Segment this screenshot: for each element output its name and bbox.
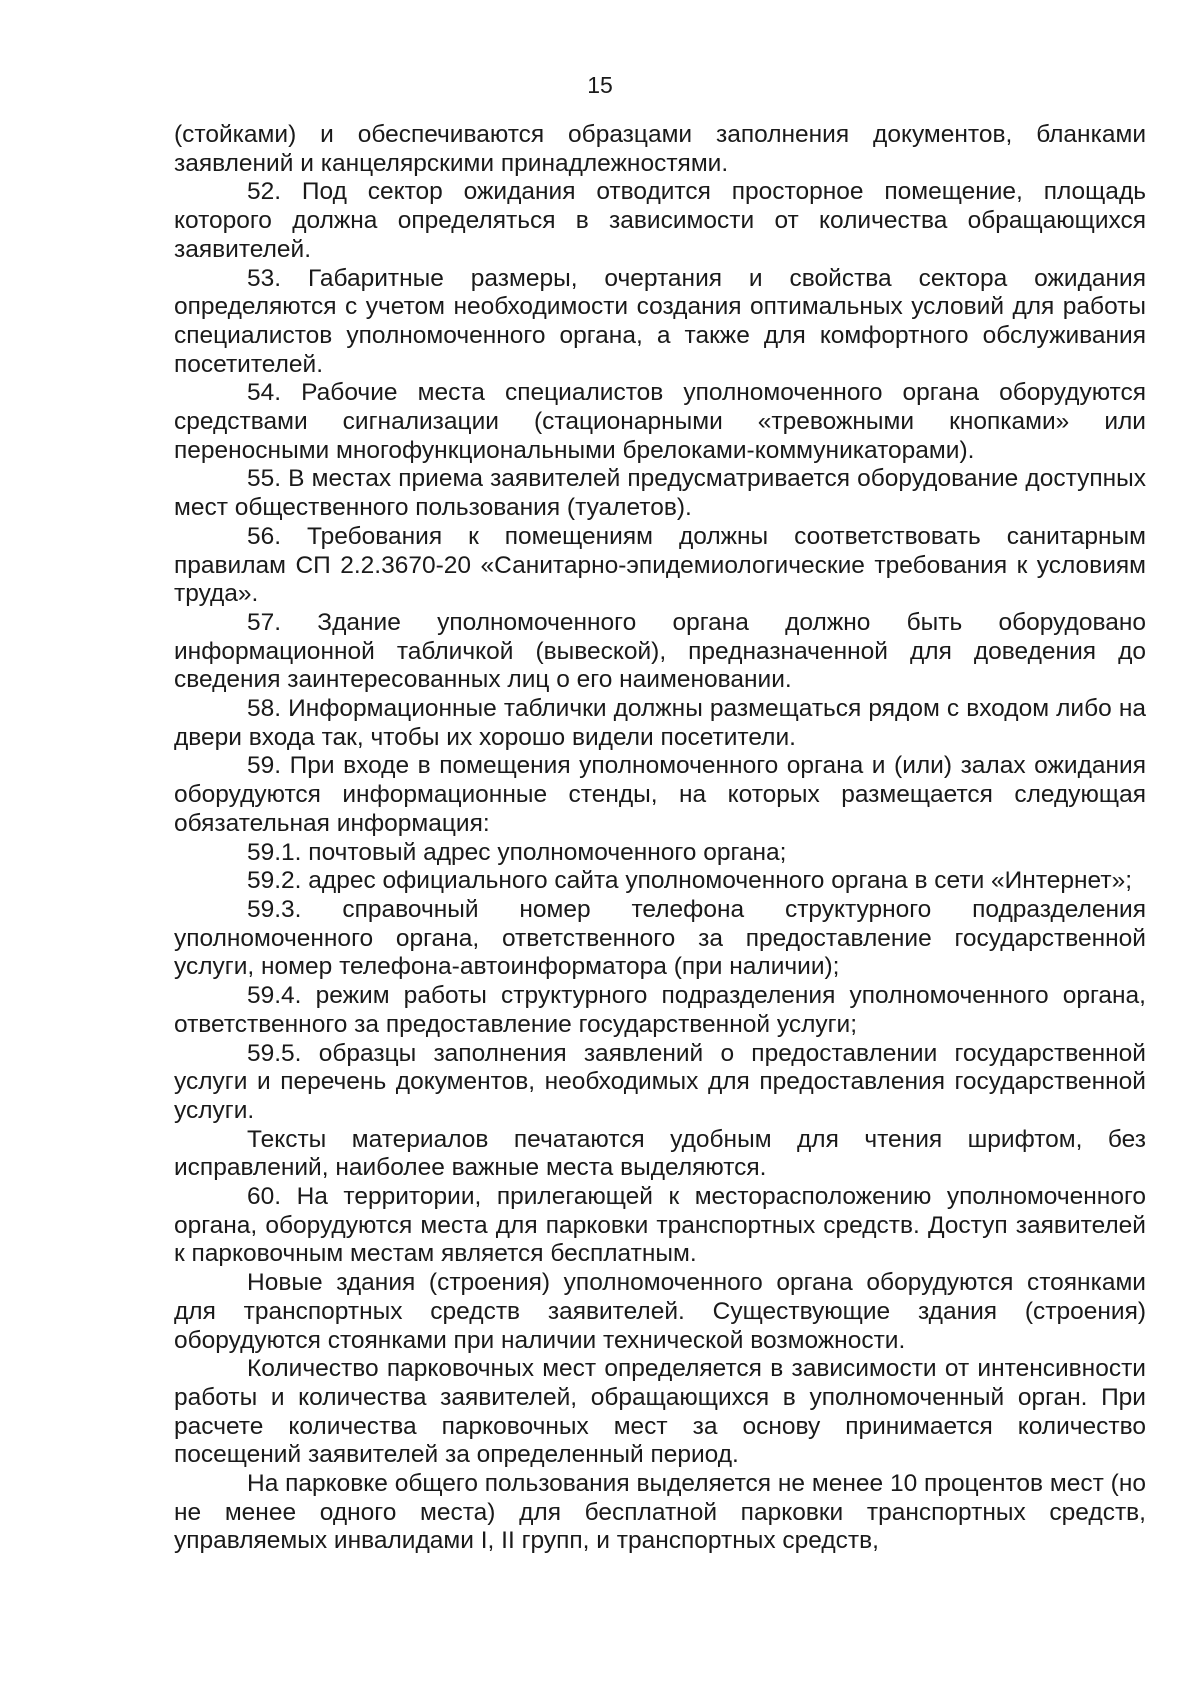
paragraph-new-buildings: Новые здания (строения) уполномоченного органа оборудуются стоянками для транспортных средств заявителей. Существующие здания (строения) оборудуются стоянками при наличии технической возможности. (174, 1269, 1146, 1354)
paragraph-59-1: 59.1. почтовый адрес уполномоченного органа; (247, 838, 787, 866)
paragraph-public-parking: На парковке общего пользования выделяется не менее 10 процентов мест (но не менее одного места) для бесплатной парковки транспортных средств, управляемых инвалидами I, II групп, и транспортных средств, (174, 1470, 1146, 1555)
paragraph-texts-materials: Тексты материалов печатаются удобным для чтения шрифтом, без исправлений, наиболее важные места выделяются. (174, 1125, 1146, 1182)
paragraph-parking-count: Количество парковочных мест определяется в зависимости от интенсивности работы и количества заявителей, обращающихся в уполномоченный орган. При расчете количества парковочных мест за основу принимается количество посещений заявителей за определенный период. (174, 1355, 1146, 1469)
paragraph-52: 52. Под сектор ожидания отводится просторное помещение, площадь которого должна определяться в зависимости от количества обращающихся заявителей. (174, 178, 1146, 263)
paragraph-continuation: (стойками) и обеспечиваются образцами заполнения документов, бланками заявлений и канцелярскими принадлежностями. (174, 121, 1146, 177)
paragraph-59: 59. При входе в помещения уполномоченного органа и (или) залах ожидания оборудуются информационные стенды, на которых размещается следующая обязательная информация: (174, 752, 1146, 837)
paragraph-59-5: 59.5. образцы заполнения заявлений о предоставлении государственной услуги и перечень документов, необходимых для предоставления государственной услуги. (174, 1039, 1146, 1124)
paragraph-59-3: 59.3. справочный номер телефона структурного подразделения уполномоченного органа, ответственного за предоставление государственной услуги, номер телефона-автоинформатора (при наличии); (174, 895, 1146, 981)
paragraph-59-2: 59.2. адрес официального сайта уполномоченного органа в сети «Интернет»; (247, 867, 1133, 895)
paragraph-55: 55. В местах приема заявителей предусматривается оборудование доступных мест общественного пользования (туалетов). (174, 465, 1146, 522)
paragraph-58: 58. Информационные таблички должны размещаться рядом с входом либо на двери входа так, чтобы их хорошо видели посетители. (174, 695, 1146, 751)
paragraph-59-4: 59.4. режим работы структурного подразделения уполномоченного органа, ответственного за предоставление государственной услуги; (174, 982, 1146, 1038)
page-number: 15 (587, 72, 613, 98)
paragraph-54: 54. Рабочие места специалистов уполномоченного органа оборудуются средствами сигнализации (стационарными «тревожными кнопками» или переносными многофункциональными брелоками-коммуникаторами). (174, 379, 1146, 464)
paragraph-57: 57. Здание уполномоченного органа должно быть оборудовано информационной табличкой (вывеской), предназначенной для доведения до сведения заинтересованных лиц о его наименовании. (174, 608, 1146, 694)
paragraph-60: 60. На территории, прилегающей к месторасположению уполномоченного органа, оборудуются места для парковки транспортных средств. Доступ заявителей к парковочным местам является бесплатным. (174, 1183, 1146, 1268)
body-text (174, 121, 1146, 1556)
paragraph-56: 56. Требования к помещениям должны соответствовать санитарным правилам СП 2.2.3670-20 «Санитарно-эпидемиологические требования к условиям труда». (174, 522, 1146, 608)
paragraph-53: 53. Габаритные размеры, очертания и свойства сектора ожидания определяются с учетом необходимости создания оптимальных условий для работы специалистов уполномоченного органа, а также для комфортного обслуживания посетителей. (174, 264, 1146, 378)
